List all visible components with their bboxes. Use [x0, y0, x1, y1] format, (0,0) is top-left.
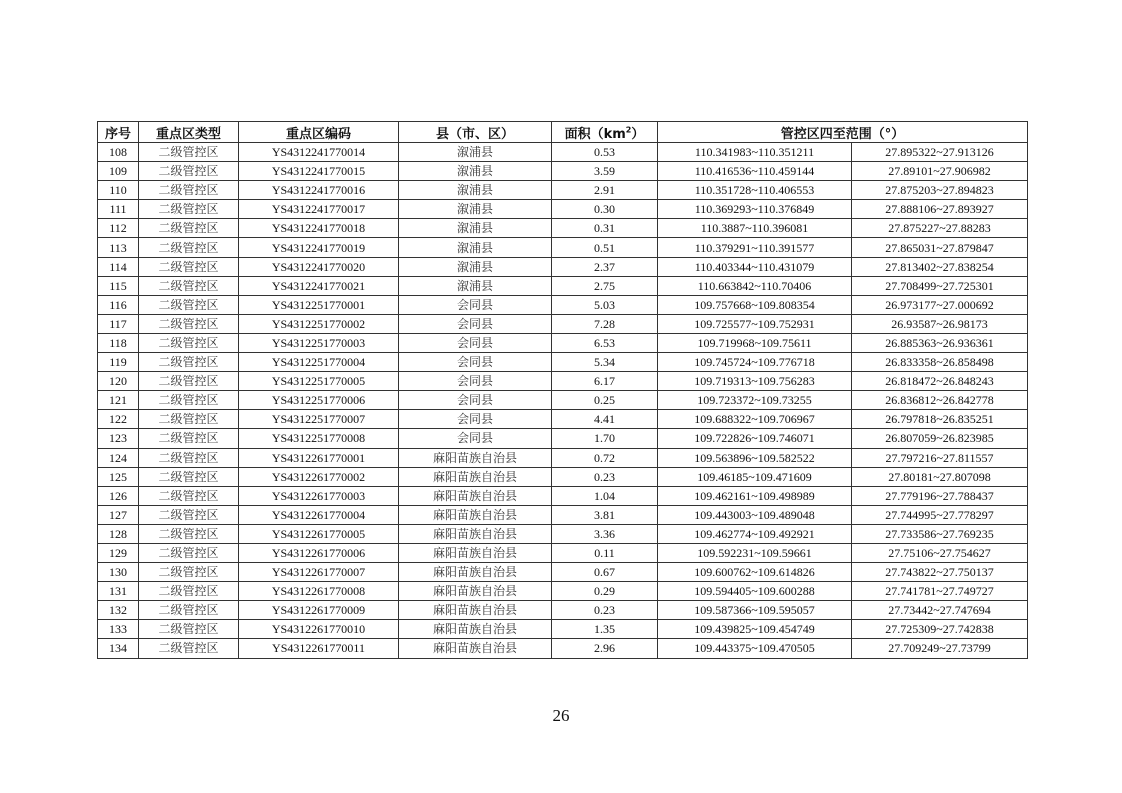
table-row: [98, 429, 1028, 448]
cell-county: 会同县: [399, 372, 552, 391]
cell-longitude-range: 110.416536~110.459144: [658, 162, 852, 181]
cell-area: 2.91: [552, 181, 658, 200]
cell-type: 二级管控区: [139, 181, 239, 200]
table-header-row: [98, 122, 1028, 143]
cell-county: 会同县: [399, 333, 552, 352]
cell-code: YS4312251770005: [239, 372, 399, 391]
cell-seq: 113: [98, 238, 139, 257]
cell-latitude-range: 27.75106~27.754627: [852, 543, 1028, 562]
cell-type: 二级管控区: [139, 410, 239, 429]
cell-county: 会同县: [399, 353, 552, 372]
cell-area: 3.59: [552, 162, 658, 181]
cell-longitude-range: 109.462161~109.498989: [658, 486, 852, 505]
cell-area: 0.51: [552, 238, 658, 257]
cell-seq: 108: [98, 143, 139, 162]
cell-seq: 130: [98, 563, 139, 582]
cell-latitude-range: 26.818472~26.848243: [852, 372, 1028, 391]
cell-county: 麻阳苗族自治县: [399, 543, 552, 562]
cell-code: YS4312241770019: [239, 238, 399, 257]
cell-seq: 112: [98, 219, 139, 238]
cell-seq: 131: [98, 582, 139, 601]
cell-latitude-range: 27.743822~27.750137: [852, 563, 1028, 582]
cell-county: 麻阳苗族自治县: [399, 505, 552, 524]
cell-latitude-range: 26.885363~26.936361: [852, 333, 1028, 352]
cell-seq: 121: [98, 391, 139, 410]
cell-code: YS4312251770003: [239, 333, 399, 352]
cell-code: YS4312241770015: [239, 162, 399, 181]
cell-code: YS4312261770009: [239, 601, 399, 620]
cell-type: 二级管控区: [139, 333, 239, 352]
cell-type: 二级管控区: [139, 429, 239, 448]
cell-longitude-range: 109.594405~109.600288: [658, 582, 852, 601]
cell-code: YS4312251770008: [239, 429, 399, 448]
cell-code: YS4312241770021: [239, 276, 399, 295]
table-row: [98, 257, 1028, 276]
cell-area: 5.03: [552, 295, 658, 314]
cell-county: 麻阳苗族自治县: [399, 563, 552, 582]
cell-type: 二级管控区: [139, 639, 239, 658]
cell-longitude-range: 109.722826~109.746071: [658, 429, 852, 448]
cell-latitude-range: 27.797216~27.811557: [852, 448, 1028, 467]
cell-code: YS4312261770007: [239, 563, 399, 582]
cell-longitude-range: 110.379291~110.391577: [658, 238, 852, 257]
cell-code: YS4312241770020: [239, 257, 399, 276]
cell-seq: 132: [98, 601, 139, 620]
cell-latitude-range: 27.89101~27.906982: [852, 162, 1028, 181]
cell-area: 2.96: [552, 639, 658, 658]
cell-county: 会同县: [399, 410, 552, 429]
cell-longitude-range: 109.688322~109.706967: [658, 410, 852, 429]
cell-county: 溆浦县: [399, 238, 552, 257]
cell-type: 二级管控区: [139, 563, 239, 582]
cell-longitude-range: 110.403344~110.431079: [658, 257, 852, 276]
table-row: [98, 563, 1028, 582]
cell-county: 麻阳苗族自治县: [399, 639, 552, 658]
header-range: 管控区四至范围（°）: [658, 122, 1028, 143]
cell-area: 0.25: [552, 391, 658, 410]
cell-longitude-range: 109.723372~109.73255: [658, 391, 852, 410]
cell-area: 0.53: [552, 143, 658, 162]
cell-area: 5.34: [552, 353, 658, 372]
cell-seq: 114: [98, 257, 139, 276]
cell-longitude-range: 109.745724~109.776718: [658, 353, 852, 372]
cell-type: 二级管控区: [139, 582, 239, 601]
table-row: [98, 353, 1028, 372]
cell-code: YS4312261770006: [239, 543, 399, 562]
cell-area: 6.17: [552, 372, 658, 391]
cell-seq: 122: [98, 410, 139, 429]
header-seq: 序号: [98, 122, 139, 143]
cell-code: YS4312241770014: [239, 143, 399, 162]
cell-code: YS4312261770003: [239, 486, 399, 505]
table-row: [98, 505, 1028, 524]
table-row: [98, 372, 1028, 391]
cell-latitude-range: 27.80181~27.807098: [852, 467, 1028, 486]
cell-seq: 127: [98, 505, 139, 524]
cell-county: 溆浦县: [399, 181, 552, 200]
cell-seq: 128: [98, 524, 139, 543]
cell-type: 二级管控区: [139, 276, 239, 295]
cell-county: 溆浦县: [399, 200, 552, 219]
cell-latitude-range: 27.895322~27.913126: [852, 143, 1028, 162]
cell-type: 二级管控区: [139, 505, 239, 524]
cell-code: YS4312241770017: [239, 200, 399, 219]
cell-latitude-range: 27.733586~27.769235: [852, 524, 1028, 543]
table-row: [98, 143, 1028, 162]
table-row: [98, 200, 1028, 219]
table-row: [98, 467, 1028, 486]
control-zone-table: [97, 121, 1028, 659]
cell-county: 麻阳苗族自治县: [399, 448, 552, 467]
cell-type: 二级管控区: [139, 162, 239, 181]
cell-code: YS4312241770016: [239, 181, 399, 200]
table-row: [98, 639, 1028, 658]
cell-area: 7.28: [552, 314, 658, 333]
cell-type: 二级管控区: [139, 200, 239, 219]
table-row: [98, 162, 1028, 181]
cell-longitude-range: 109.587366~109.595057: [658, 601, 852, 620]
cell-code: YS4312251770007: [239, 410, 399, 429]
cell-latitude-range: 26.833358~26.858498: [852, 353, 1028, 372]
cell-latitude-range: 26.797818~26.835251: [852, 410, 1028, 429]
cell-longitude-range: 109.592231~109.59661: [658, 543, 852, 562]
cell-county: 溆浦县: [399, 162, 552, 181]
cell-area: 0.72: [552, 448, 658, 467]
cell-area: 0.67: [552, 563, 658, 582]
cell-latitude-range: 27.709249~27.73799: [852, 639, 1028, 658]
cell-longitude-range: 110.3887~110.396081: [658, 219, 852, 238]
header-type: 重点区类型: [139, 122, 239, 143]
cell-county: 会同县: [399, 429, 552, 448]
cell-type: 二级管控区: [139, 620, 239, 639]
cell-area: 0.11: [552, 543, 658, 562]
cell-type: 二级管控区: [139, 257, 239, 276]
cell-code: YS4312251770006: [239, 391, 399, 410]
cell-county: 会同县: [399, 391, 552, 410]
cell-longitude-range: 109.757668~109.808354: [658, 295, 852, 314]
cell-county: 溆浦县: [399, 143, 552, 162]
table-row: [98, 620, 1028, 639]
cell-code: YS4312261770011: [239, 639, 399, 658]
cell-longitude-range: 109.719313~109.756283: [658, 372, 852, 391]
cell-seq: 116: [98, 295, 139, 314]
cell-seq: 134: [98, 639, 139, 658]
cell-seq: 115: [98, 276, 139, 295]
cell-area: 4.41: [552, 410, 658, 429]
table-row: [98, 543, 1028, 562]
cell-latitude-range: 27.725309~27.742838: [852, 620, 1028, 639]
cell-latitude-range: 27.73442~27.747694: [852, 601, 1028, 620]
table-row: [98, 524, 1028, 543]
cell-code: YS4312261770010: [239, 620, 399, 639]
table-row: [98, 295, 1028, 314]
cell-latitude-range: 27.888106~27.893927: [852, 200, 1028, 219]
cell-code: YS4312241770018: [239, 219, 399, 238]
cell-county: 溆浦县: [399, 257, 552, 276]
cell-code: YS4312261770005: [239, 524, 399, 543]
cell-seq: 123: [98, 429, 139, 448]
cell-latitude-range: 26.973177~27.000692: [852, 295, 1028, 314]
cell-county: 麻阳苗族自治县: [399, 582, 552, 601]
cell-latitude-range: 27.865031~27.879847: [852, 238, 1028, 257]
cell-code: YS4312261770001: [239, 448, 399, 467]
cell-type: 二级管控区: [139, 372, 239, 391]
cell-county: 麻阳苗族自治县: [399, 620, 552, 639]
cell-seq: 110: [98, 181, 139, 200]
cell-type: 二级管控区: [139, 601, 239, 620]
cell-area: 0.23: [552, 601, 658, 620]
cell-type: 二级管控区: [139, 448, 239, 467]
cell-seq: 124: [98, 448, 139, 467]
cell-county: 会同县: [399, 295, 552, 314]
cell-seq: 126: [98, 486, 139, 505]
cell-longitude-range: 109.600762~109.614826: [658, 563, 852, 582]
cell-area: 0.29: [552, 582, 658, 601]
cell-type: 二级管控区: [139, 486, 239, 505]
table-row: [98, 448, 1028, 467]
cell-county: 麻阳苗族自治县: [399, 486, 552, 505]
cell-seq: 129: [98, 543, 139, 562]
cell-seq: 117: [98, 314, 139, 333]
cell-longitude-range: 109.563896~109.582522: [658, 448, 852, 467]
cell-seq: 109: [98, 162, 139, 181]
cell-longitude-range: 109.439825~109.454749: [658, 620, 852, 639]
cell-area: 0.23: [552, 467, 658, 486]
cell-longitude-range: 109.443375~109.470505: [658, 639, 852, 658]
cell-latitude-range: 27.708499~27.725301: [852, 276, 1028, 295]
table-row: [98, 582, 1028, 601]
cell-area: 1.04: [552, 486, 658, 505]
cell-seq: 133: [98, 620, 139, 639]
cell-county: 溆浦县: [399, 276, 552, 295]
cell-type: 二级管控区: [139, 143, 239, 162]
cell-county: 会同县: [399, 314, 552, 333]
cell-type: 二级管控区: [139, 467, 239, 486]
cell-county: 溆浦县: [399, 219, 552, 238]
cell-area: 0.31: [552, 219, 658, 238]
cell-latitude-range: 27.744995~27.778297: [852, 505, 1028, 524]
cell-code: YS4312261770004: [239, 505, 399, 524]
cell-seq: 119: [98, 353, 139, 372]
cell-longitude-range: 109.719968~109.75611: [658, 333, 852, 352]
cell-longitude-range: 109.462774~109.492921: [658, 524, 852, 543]
cell-code: YS4312261770008: [239, 582, 399, 601]
cell-area: 3.81: [552, 505, 658, 524]
cell-longitude-range: 109.443003~109.489048: [658, 505, 852, 524]
cell-area: 1.35: [552, 620, 658, 639]
cell-area: 1.70: [552, 429, 658, 448]
cell-type: 二级管控区: [139, 314, 239, 333]
table-row: [98, 601, 1028, 620]
cell-longitude-range: 110.341983~110.351211: [658, 143, 852, 162]
table-row: [98, 314, 1028, 333]
cell-type: 二级管控区: [139, 524, 239, 543]
cell-county: 麻阳苗族自治县: [399, 524, 552, 543]
cell-type: 二级管控区: [139, 295, 239, 314]
table-row: [98, 486, 1028, 505]
cell-code: YS4312251770002: [239, 314, 399, 333]
table-body: [98, 143, 1028, 659]
cell-area: 3.36: [552, 524, 658, 543]
cell-type: 二级管控区: [139, 219, 239, 238]
cell-latitude-range: 27.779196~27.788437: [852, 486, 1028, 505]
header-county: 县（市、区）: [399, 122, 552, 143]
cell-seq: 111: [98, 200, 139, 219]
header-code: 重点区编码: [239, 122, 399, 143]
cell-longitude-range: 110.663842~110.70406: [658, 276, 852, 295]
table-row: [98, 333, 1028, 352]
cell-county: 麻阳苗族自治县: [399, 601, 552, 620]
header-area-sup: 2: [625, 125, 632, 135]
cell-longitude-range: 110.351728~110.406553: [658, 181, 852, 200]
cell-seq: 120: [98, 372, 139, 391]
table-row: [98, 238, 1028, 257]
table-row: [98, 391, 1028, 410]
cell-longitude-range: 109.725577~109.752931: [658, 314, 852, 333]
cell-area: 6.53: [552, 333, 658, 352]
cell-county: 麻阳苗族自治县: [399, 467, 552, 486]
cell-type: 二级管控区: [139, 391, 239, 410]
cell-code: YS4312261770002: [239, 467, 399, 486]
table-row: [98, 181, 1028, 200]
cell-longitude-range: 110.369293~110.376849: [658, 200, 852, 219]
table-row: [98, 410, 1028, 429]
cell-latitude-range: 26.93587~26.98173: [852, 314, 1028, 333]
cell-code: YS4312251770001: [239, 295, 399, 314]
header-area: [552, 122, 658, 143]
cell-type: 二级管控区: [139, 543, 239, 562]
cell-latitude-range: 27.741781~27.749727: [852, 582, 1028, 601]
page-number: 26: [552, 706, 570, 725]
cell-latitude-range: 27.875227~27.88283: [852, 219, 1028, 238]
cell-type: 二级管控区: [139, 238, 239, 257]
cell-area: 2.37: [552, 257, 658, 276]
table-row: [98, 219, 1028, 238]
cell-type: 二级管控区: [139, 353, 239, 372]
cell-latitude-range: 27.875203~27.894823: [852, 181, 1028, 200]
table-row: [98, 276, 1028, 295]
cell-latitude-range: 27.813402~27.838254: [852, 257, 1028, 276]
cell-latitude-range: 26.836812~26.842778: [852, 391, 1028, 410]
cell-longitude-range: 109.46185~109.471609: [658, 467, 852, 486]
header-area-prefix: 面积（km: [564, 126, 626, 142]
cell-area: 2.75: [552, 276, 658, 295]
cell-seq: 118: [98, 333, 139, 352]
cell-seq: 125: [98, 467, 139, 486]
header-area-suffix: ）: [631, 126, 645, 142]
cell-code: YS4312251770004: [239, 353, 399, 372]
cell-latitude-range: 26.807059~26.823985: [852, 429, 1028, 448]
cell-area: 0.30: [552, 200, 658, 219]
